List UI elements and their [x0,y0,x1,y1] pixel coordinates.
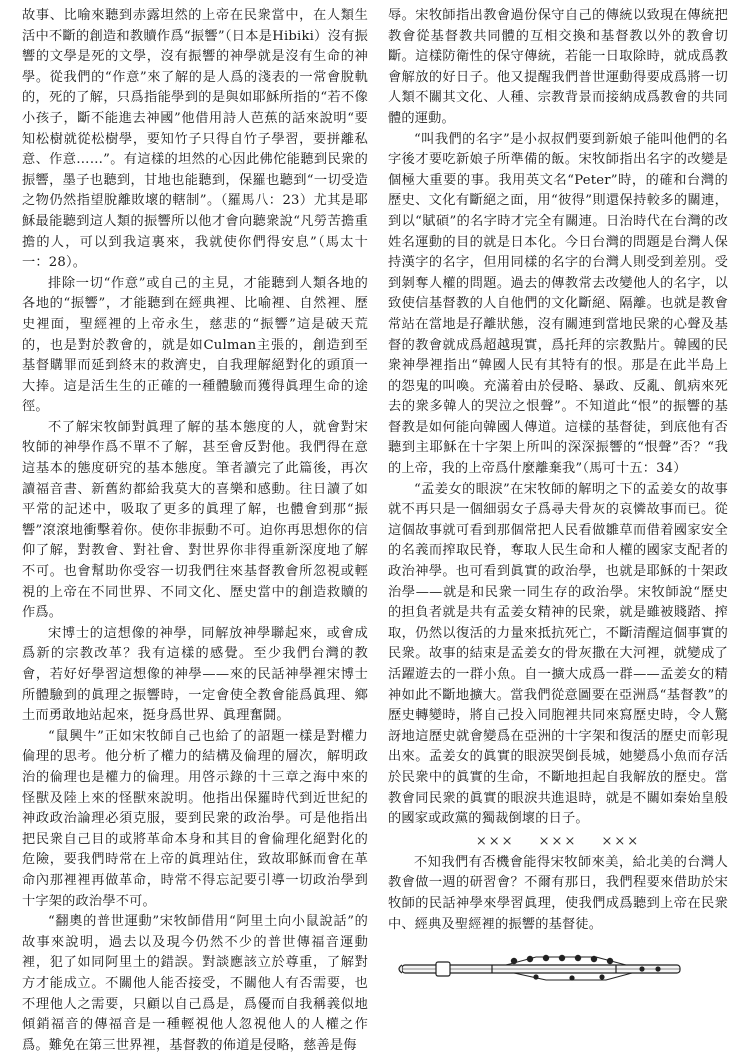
paragraph: 排除一切“作意”或自己的主見，才能聽到人類各地的各地的“振響”，才能聽到在經典裡、比喻裡、自然裡、歷史裡面，聖經裡的上帝永生，慈悲的“振響”這是破天荒的，也是對於教會的，就是如Culman主張的，創造到至基督購罪而延到終末的救濟史，自我理解絕對化的頭頂一大捧。這是活生生的正確的一種體驗而獲得眞理生命的途徑。 [22,275,368,415]
closing-paragraph: 不知我們有否機會能得宋牧師來美，給北美的台灣人教會做一週的研習會？不爾有那日，我們程要來借助於宋牧師的民話神學來學習眞理，使我們成爲聽到上帝在民衆中、經典及聖經裡的振響的基督徒。 [388,854,728,932]
paragraph: “翻奧的普世運動”宋牧師借用“阿里土向小鼠說話”的故事來說明，過去以及現今仍然不少的普世傳福音運動裡，犯了如同阿里土的錯誤。對談應該立於尊重，了解對方才能成立。不關他人能否接受，不關他人有否需要，也不理他人之需要，只顧以自己爲是，爲優而自我稱義似地傾銷福音的傳福音是一種輕視他人忽視他人的人權之作爲。難免在第三世界裡，基督教的佈道是侵略，慈善是侮 [22,914,368,1053]
right-column [388,6,728,989]
paragraph: 辱。宋牧師指出教會過份保守自己的傳統以致現在傳統把教會從基督教共同體的互相交換和基督教以外的教會切斷。這樣防衛性的保守傳統，若能一日取除時，就成爲教會解放的好日子。他又提醒我們普世運動得要成爲將一切人類不關其文化、人種、宗教背景而接納成爲教會的共同體的運動。 [388,8,728,126]
flute-icon [396,949,696,989]
left-column [22,6,368,1056]
paragraph: 不了解宋牧師對眞理了解的基本態度的人，就會對宋牧師的神學作爲不單不了解，甚至會反對他。我們得在意這基本的態度研究的基本態度。筆者讀完了此篇後，再次讀福音書、新舊約都給我莫大的喜樂和感動。往日讀了如平常的記述中，吸取了更多的眞理了解，也體會到那“振響”滾滾地衝擊着你。使你非振動不可。迫你再思想你的信仰了解，對教會、對社會、對世界你非得重新深度地了解不可。也會幫助你受容一切我們往來基督教會所忽視或輕視的上帝在不同世界、不同文化、歷史當中的創造救贖的作爲。 [22,419,368,621]
section-separator: ××× ××× ××× [475,833,641,849]
paragraph: 故事、比喻來聽到赤露坦然的上帝在民衆當中，在人類生活中不斷的創造和教贖作爲“振響”（日本是Hibiki）沒有振響的文學是死的文學，沒有振響的神學就是沒有生命的神學。從我們的“作意”來了解的是人爲的淺表的一常會脫軌的，死的了解，只爲指能學到的是與如耶穌所指的“若不像小孩子，斷不能進去神國”他借用詩人芭蕉的話來說明“要知松樹就從松樹學，要知竹子只得自竹子學習，要拼離私意、作意……”。有這樣的坦然的心因此佛佗能聽到民衆的振響，墨子也聽到，甘地也能聽到，保羅也聽到“一切受造之物仍然指望脫離敗壞的轄制”。（羅馬八：23）尤其是耶穌最能聽到這人類的振響所以他才會向聽衆說“凡勞苦擔重擔的人，可以到我這裏來，我就使你們得安息”（馬太十一：28）。 [22,8,368,271]
paragraph: “叫我們的名字”是小叔叔們要到新娘子能叫他們的名字後才要吃新娘子所準備的飯。宋牧師指出名字的改變是個極大重要的事。我用英文名“Peter”時，的確和台灣的歷史、文化有斷絕之面，用“彼得”則還保持較多的關連，到以“賦碩”的名字時才完全有關連。日治時代在台灣的改姓名運動的目的就是日本化。今日台灣的問題是台灣人保持漢字的名字，但用同樣的名字的台灣人則受到差別。受到剝奪人權的問題。過去的傳教常去改變他人的名字，以致使信基督教的人自他們的文化斷絕、隔離。也就是教會常站在當地是孖離狀態，沒有關連到當地民衆的心聲及基督的教會就成爲超越現實，爲托拜的宗教點片。韓國的民衆神學裡指出“韓國人民有其特有的恨。那是在此半島上的怨鬼的叫喚。充滿着由於侵略、暴政、反亂、飢病來死去的衆多韓人的哭泣之恨聲”。不知道此“恨”的振響的基督教是如何能向韓國人傳道。這樣的基督徒，到底他有否聽到主耶穌在十字架上所叫的深深振響的“恨聲”否？“我的上帝，我的上帝爲什麼離棄我”（馬可十五：34） [388,131,728,477]
paragraph: “鼠興牛”正如宋牧師自己也給了的詔題一樣是對權力倫理的思考。他分析了權力的結構及倫理的層次，解明政治的倫理也是權力的倫理。用啓示錄的十三章之海中來的怪獸及陸上來的怪獸來說明。他指出保羅時代到近世紀的神政政治論理必須克服，要到民衆的政治學。可是他指出把民衆自己目的或將革命本身和其目的會倫理化絕對化的危險，要我們時常在上帝的眞理站住，致故耶穌而會在革命內那裡裡再做革命，時常不得忘記要引導一切政治學到十字架的政治學不可。 [22,728,368,909]
paragraph: “孟姜女的眼淚”在宋牧師的解明之下的孟姜女的故事就不再只是一個細弱女子爲尋夫骨灰的哀憐故事而已。從這個故事就可看到那個常把人民看做雛草而借着國家安全的名義而搾取民脊，奪取人民生命和人權的國家支配者的政治神學。也可看到眞實的政治學，也就是耶穌的十架政治學——就是和民衆一同生存的政治學。宋牧師說“歷史的担負者就是共有孟姜女精神的民衆，就是雖被賤踏、搾取，仍然以復活的力量來抵抗死亡，不斷清醒這個事實的民衆。故事的結束是孟姜女的骨灰撒在大河裡，就變成了活躍遊去的一群小魚。自一擴大成爲一群——孟姜女的精神如此不斷地擴大。當我們從意圖要在亞洲爲“基督教”的歷史轉變時，將自己投入同胞裡共同來寫歷史時，令人驚訝地這歷史就會變爲在亞洲的十字架和復活的歷史而彰現出來。孟姜女的眞實的眼淚哭倒長城，她變爲小魚而存活於民衆中的眞實的生命，不斷地担起自我解放的歷史。當教會同民衆的眞實的眼淚共進退時，就是不關如秦始皇般的國家或政黨的獨裁倒壞的日子。 [388,481,728,827]
paragraph: 宋博士的這想像的神學，同解放神學聯起來，或會成爲新的宗教改革？我有這樣的感覺。至少我們台灣的教會，若好好學習這想像的神學——來的民話神學裡宋博士所體驗到的眞理之振響時，一定會使全教會能爲眞理、鄉土而勇敢地站起來，挺身爲世界、眞理奮鬪。 [22,625,368,724]
